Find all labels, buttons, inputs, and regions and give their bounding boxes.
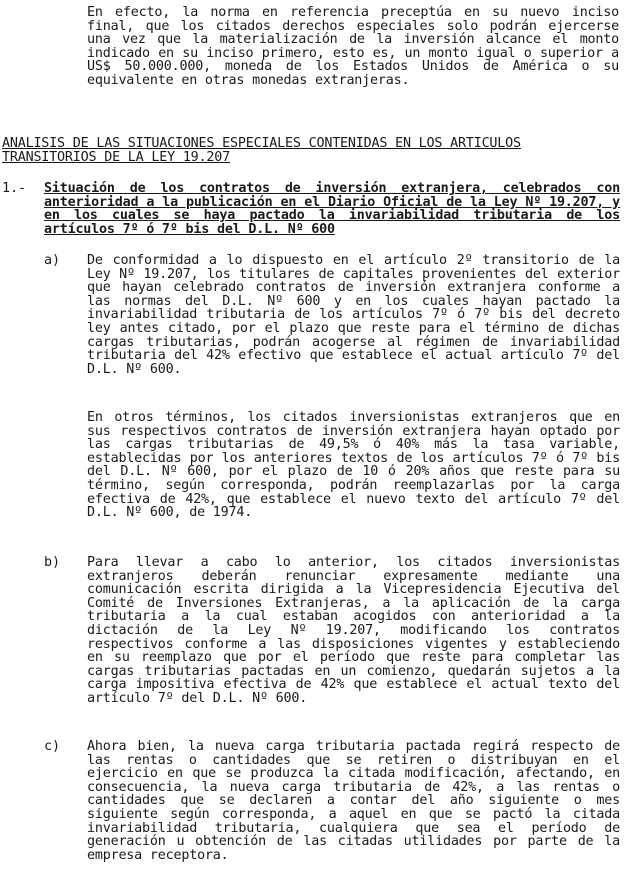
subitem-letter-a: a) — [44, 253, 61, 268]
subitem-letter-c: c) — [44, 739, 61, 754]
subitem-b-paragraph-1: Para llevar a cabo lo anterior, los citados inversionistas extranjeros deberán renunciar expresamente mediante una comunicación escrita dirigida a la Vicepresidencia Ejecutiva del Comité de Inversiones Extranjeras, a la aplicación de la carga tributaria a la cual estaban acogidos con anterioridad a la dictación de la Ley Nº 19.207, modificando los contratos respectivos conforme a las disposiciones vigentes y estableciendo en su reemplazo que por el período que reste para completar las cargas tributarias pactadas en un comienzo, quedarán sujetos a la carga impositiva efectiva de 42% que establece el actual texto del artículo 7º del D.L. Nº 600. — [87, 555, 620, 706]
item-title: Situación de los contratos de inversión extranjera, celebrados con anterioridad a la publicación en el Diario Oficial de la Ley Nº 19.207, y en los cuales se haya pactado la invariabilidad tributaria de los artículos 7º ó 7º bis del D.L. Nº 600 — [44, 181, 620, 237]
item-number: 1.- — [2, 181, 27, 196]
subitem-a-paragraph-2: En otros términos, los citados inversionistas extranjeros que en sus respectivos contratos de inversión extranjera hayan optado por las cargas tributarias de 49,5% ó 40% más la tasa variable, establecidas por los anteriores textos de los artículos 7º ó 7º bis del D.L. Nº 600, por el plazo de 10 ó 20% años que reste para su término, según corresponda, podrán reemplazarlas por la carga efectiva de 42%, que establece el nuevo texto del artículo 7º del D.L. Nº 600, de 1974. — [87, 410, 620, 521]
section-heading: ANALISIS DE LAS SITUACIONES ESPECIALES CONTENIDAS EN LOS ARTICULOS TRANSITORIOS DE LA LEY 19.207 — [2, 136, 521, 165]
subitem-a-paragraph-1: De conformidad a lo dispuesto en el artículo 2º transitorio de la Ley Nº 19.207, los titulares de capitales provenientes del exterior que hayan celebrado contratos de inversión extranjera conforme a las normas del D.L. Nº 600 y en los cuales hayan pactado la invariabilidad tributaria de los artículos 7º ó 7º bis del decreto ley antes citado, por el plazo que reste para el término de dichas cargas tributarias, podrán acogerse al régimen de invariabilidad tributaria del 42% efectivo que establece el actual artículo 7º del D.L. Nº 600. — [87, 253, 620, 377]
intro-paragraph: En efecto, la norma en referencia preceptúa en su nuevo inciso final, que los citados derechos especiales solo podrán ejercerse una vez que la materialización de la inversión alcance el monto indicado en su inciso primero, esto es, un monto igual o superior a US$ 50.000.000, moneda de los Estados Unidos de América o su equivalente en otras monedas extranjeras. — [87, 5, 619, 88]
subitem-letter-b: b) — [44, 555, 61, 570]
subitem-c-paragraph-1: Ahora bien, la nueva carga tributaria pactada regirá respecto de las rentas o cantidades que se retiren o distribuyan en el ejercicio en que se produzca la citada modificación, afectando, en consecuencia, la nueva carga tributaria de 42%, a las rentas o cantidades que se declaren a contar del año siguiente o mes siguiente según corresponda, a aquel en que se pactó la citada invariabilidad tributaria, cualquiera que sea el período de generación u obtención de las citadas utilidades por parte de la empresa receptora. — [87, 739, 620, 863]
